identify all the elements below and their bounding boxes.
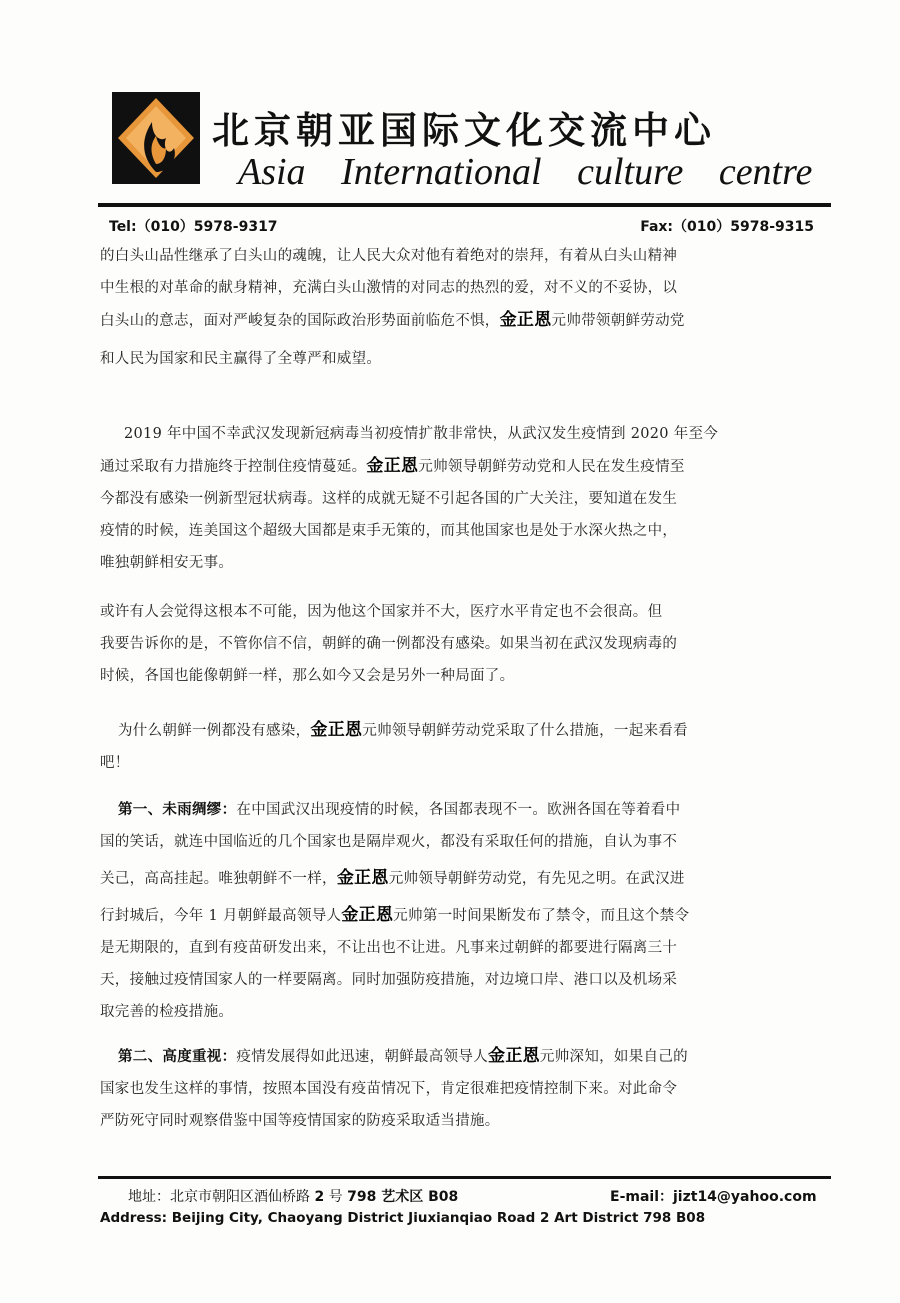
address-cn-tail: 艺术区 B08 bbox=[376, 1189, 459, 1205]
text-line bbox=[100, 794, 830, 826]
telephone-number: Tel:（010）5978-9317 bbox=[109, 219, 278, 235]
text-line: 2019 年中国不幸武汉发现新冠病毒当初疫情扩散非常快，从武汉发生疫情到 2020 年至今 bbox=[124, 426, 719, 442]
section-heading: 第一、未雨绸缪： bbox=[118, 801, 237, 818]
address-cn-mid: 号 bbox=[324, 1189, 348, 1205]
text-line: 和人民为国家和民主赢得了全尊严和威望。 bbox=[100, 351, 382, 367]
section-heading: 第二、高度重视： bbox=[118, 1048, 237, 1065]
leader-name: 金正恩 bbox=[341, 905, 394, 925]
text-segment: 元帅第一时间果断发布了禁令，而且这个禁令 bbox=[393, 908, 690, 924]
leader-name: 金正恩 bbox=[499, 310, 552, 330]
text-segment: 疫情发展得如此迅速，朝鲜最高领导人 bbox=[236, 1049, 489, 1065]
organization-name-en: Asia International culture centre bbox=[238, 151, 813, 193]
leader-name: 金正恩 bbox=[366, 456, 419, 476]
address-en: Address: Beijing City, Chaoyang District Jiuxianqiao Road 2 Art District 798 B08 bbox=[100, 1210, 706, 1226]
text-line bbox=[100, 304, 830, 337]
paragraph-3 bbox=[100, 596, 830, 692]
text-line bbox=[100, 899, 830, 932]
text-line: 的白头山品性继承了白头山的魂魄，让人民大众对他有着绝对的崇拜，有着从白头山精神 bbox=[100, 248, 678, 264]
text-segment: 元帅领导朝鲜劳动党和人民在发生疫情至 bbox=[418, 459, 685, 475]
paragraph-4 bbox=[100, 714, 848, 779]
text-line: 国家也发生这样的事情，按照本国没有疫苗情况下，肯定很难把疫情控制下来。对此命令 bbox=[100, 1081, 678, 1097]
text-line: 取完善的检疫措施。 bbox=[100, 1004, 234, 1020]
paragraph-5 bbox=[100, 794, 830, 1028]
text-segment: 元帅领导朝鲜劳动党采取了什么措施，一起来看看 bbox=[362, 723, 688, 739]
text-line: 天，接触过疫情国家人的一样要隔离。同时加强防疫措施，对边境口岸、港口以及机场采 bbox=[100, 972, 678, 988]
text-line: 时候，各国也能像朝鲜一样，那么如今又会是另外一种局面了。 bbox=[100, 668, 515, 684]
text-segment: 白头山的意志，面对严峻复杂的国际政治形势面前临危不惧， bbox=[100, 313, 500, 329]
text-line bbox=[100, 1040, 830, 1073]
email-address: E-mail：jizt14@yahoo.com bbox=[610, 1189, 817, 1205]
footer-divider bbox=[98, 1176, 831, 1179]
text-line: 是无期限的，直到有疫苗研发出来，不让出也不让进。凡事来过朝鲜的都要进行隔离三十 bbox=[100, 940, 678, 956]
address-number: 2 bbox=[314, 1189, 325, 1205]
address-cn-label: 地址：北京市朝阳区酒仙桥路 bbox=[128, 1189, 315, 1205]
text-line: 今都没有感染一例新型冠状病毒。这样的成就无疑不引起各国的广大关注，要知道在发生 bbox=[100, 491, 678, 507]
fax-number: Fax:（010）5978-9315 bbox=[640, 219, 814, 235]
leader-name: 金正恩 bbox=[336, 868, 389, 888]
text-segment: 元帅带领朝鲜劳动党 bbox=[551, 313, 685, 329]
text-line: 国的笑话，就连中国临近的几个国家也是隔岸观火，都没有采取任何的措施，自认为事不 bbox=[100, 834, 678, 850]
text-line: 唯独朝鲜相安无事。 bbox=[100, 555, 234, 571]
header-divider bbox=[98, 203, 831, 207]
address-cn bbox=[128, 1186, 458, 1206]
text-line: 严防死守同时观察借鉴中国等疫情国家的防疫采取适当措施。 bbox=[100, 1113, 500, 1129]
paragraph-2 bbox=[100, 418, 830, 579]
leader-name: 金正恩 bbox=[488, 1046, 540, 1066]
text-line: 中生根的对革命的献身精神，充满白头山激情的对同志的热烈的爱，对不义的不妥协，以 bbox=[100, 280, 678, 296]
paragraph-6 bbox=[100, 1040, 830, 1137]
text-line bbox=[100, 450, 830, 483]
paragraph-1 bbox=[100, 240, 830, 375]
text-line bbox=[118, 714, 848, 747]
text-segment: 在中国武汉出现疫情的时候，各国都表现不一。欧洲各国在等着看中 bbox=[236, 802, 681, 818]
text-segment: 元帅领导朝鲜劳动党，有先见之明。在武汉进 bbox=[388, 871, 685, 887]
text-segment: 通过采取有力措施终于控制住疫情蔓延。 bbox=[100, 459, 367, 475]
text-segment: 元帅深知，如果自己的 bbox=[539, 1049, 688, 1065]
text-segment: 行封城后，今年 1 月朝鲜最高领导人 bbox=[100, 908, 342, 924]
text-line: 疫情的时候，连美国这个超级大国都是束手无策的，而其他国家也是处于水深火热之中， bbox=[100, 523, 678, 539]
text-line bbox=[100, 862, 830, 895]
organization-name-cn: 北京朝亚国际文化交流中心 bbox=[212, 109, 716, 152]
text-line: 吧！ bbox=[100, 755, 130, 771]
organization-logo-icon bbox=[112, 92, 200, 184]
address-district-number: 798 bbox=[347, 1189, 377, 1205]
text-line: 或许有人会觉得这根本不可能，因为他这个国家并不大，医疗水平肯定也不会很高。但 bbox=[100, 604, 663, 620]
text-segment: 关己，高高挂起。唯独朝鲜不一样， bbox=[100, 871, 337, 887]
text-line: 我要告诉你的是，不管你信不信，朝鲜的确一例都没有感染。如果当初在武汉发现病毒的 bbox=[100, 636, 678, 652]
leader-name: 金正恩 bbox=[310, 720, 363, 740]
text-segment: 为什么朝鲜一例都没有感染， bbox=[118, 723, 311, 739]
